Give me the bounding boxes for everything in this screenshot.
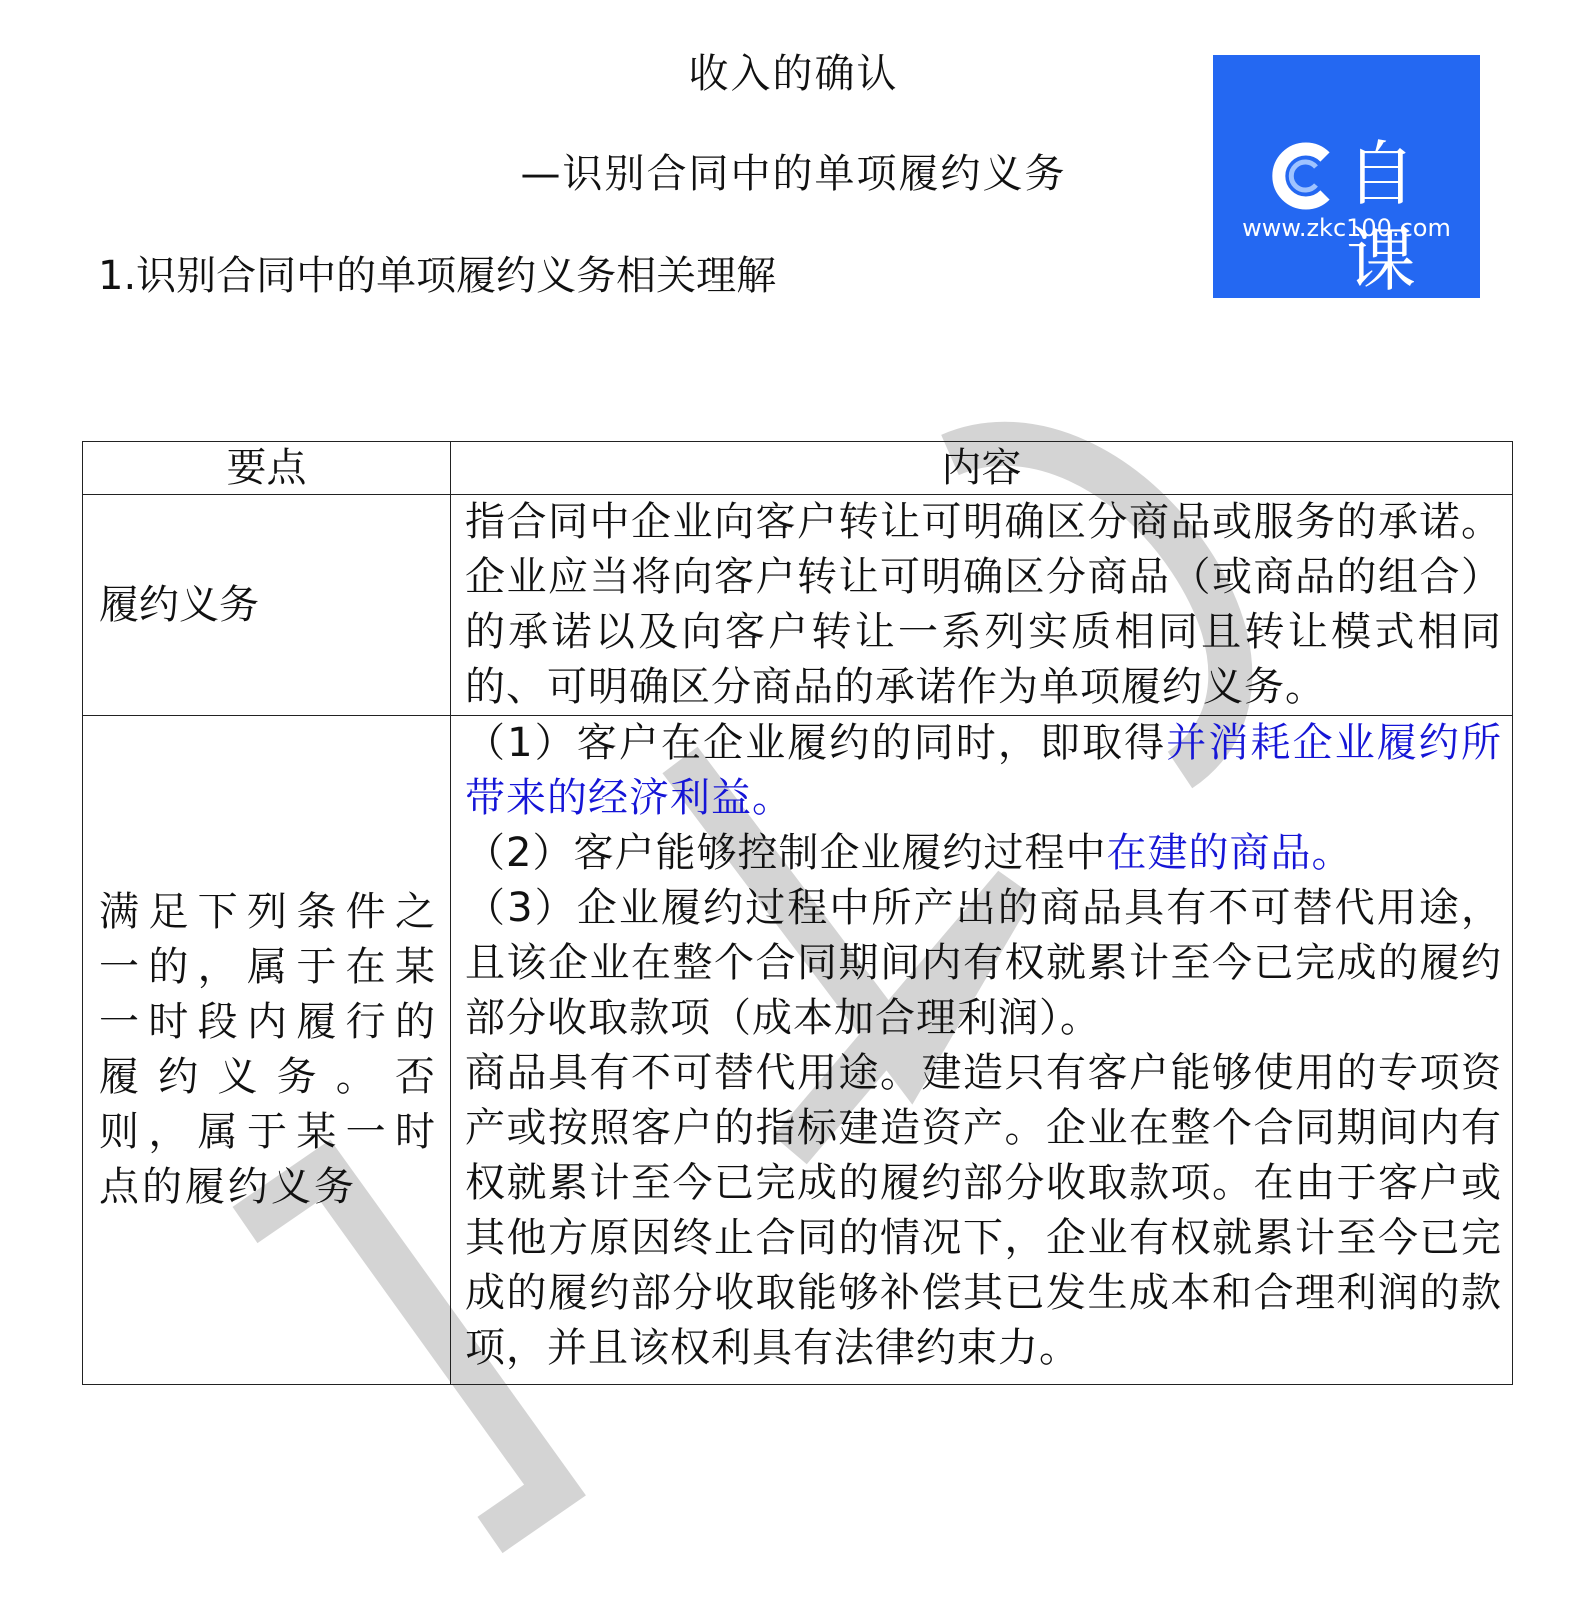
header-key-point: 要点: [83, 442, 451, 495]
condition-2-text: （2）客户能够控制企业履约过程中: [465, 830, 1107, 876]
header-content: 内容: [451, 442, 1513, 495]
document-title: 收入的确认: [688, 51, 899, 97]
logo-url: www.zkc100.com: [1242, 214, 1451, 242]
document-subtitle: —识别合同中的单项履约义务: [520, 151, 1067, 197]
condition-1-highlight: 并消耗企业履约所带来的经济利益。: [465, 720, 1503, 821]
condition-1: [465, 716, 1502, 826]
obligation-table: [82, 441, 1513, 1385]
condition-1-text: （1）客户在企业履约的同时，即取得: [465, 720, 1167, 766]
table-row: [83, 495, 1513, 716]
table-row: [83, 716, 1513, 1385]
brand-logo: [1213, 55, 1480, 301]
condition-note: 商品具有不可替代用途。建造只有客户能够使用的专项资产或按照客户的指标建造资产。企业在整个合同期间内有权就累计至今已完成的履约部分收取款项。在由于客户或其他方原因终止合同的情况下，企业有权就累计至今已完成的履约部分收取能够补偿其已发生成本和合理利润的款项，并且该权利具有法律约束力。: [465, 1050, 1502, 1371]
row-content-conditions: [451, 716, 1513, 1385]
row-content-obligation: 指合同中企业向客户转让可明确区分商品或服务的承诺。企业应当将向客户转让可明确区分商品（或商品的组合）的承诺以及向客户转让一系列实质相同且转让模式相同的、可明确区分商品的承诺作为单项履约义务。: [451, 495, 1513, 716]
condition-3-text: （3）企业履约过程中所产出的商品具有不可替代用途，且该企业在整个合同期间内有权就累计至今已完成的履约部分收取款项（成本加合理利润）。: [465, 885, 1502, 1041]
logo-name: 自课: [1346, 133, 1420, 301]
condition-2: [465, 826, 1502, 881]
row-key-obligation: 履约义务: [83, 495, 451, 716]
table-header-row: [83, 442, 1513, 495]
row-key-conditions: 满足下列条件之一的，属于在某一时段内履行的履约义务。否则，属于某一时点的履约义务: [83, 716, 451, 1385]
condition-3: [465, 881, 1502, 1046]
zikao-logo-icon: [1269, 141, 1339, 211]
condition-2-highlight: 在建的商品。: [1106, 830, 1353, 876]
section-heading: 1.识别合同中的单项履约义务相关理解: [98, 253, 777, 299]
